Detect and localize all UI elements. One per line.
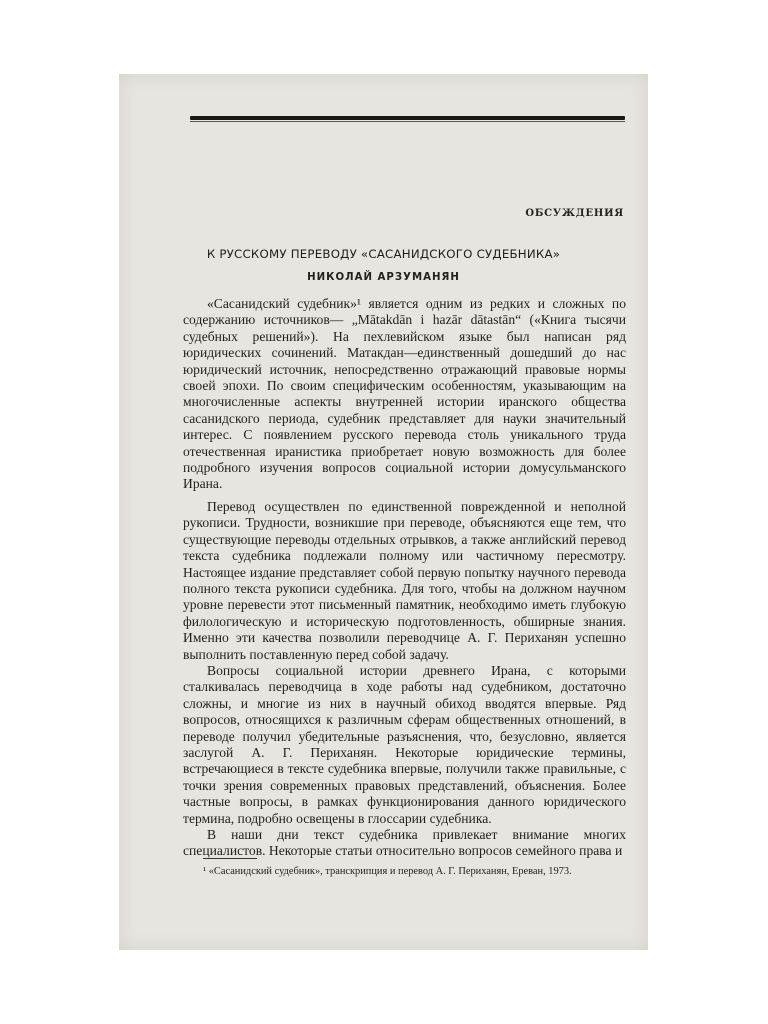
paragraph-1: «Сасанидский судебник»¹ является одним из редких и сложных по содержанию источников— „Mātakdān i hazār dātastān“ («Книга тысячи судебных решений»). На пехлевийском языке был написан ряд юридических сочинений. Матакдан—единственный дошедший до нас юридический источник, непосредственно отражающий правовые нормы своей эпохи. По своим специфическим особенностям, указывающим на многочисленные аспекты внутренней истории иранского общества сасанидского периода, судебник представляет для науки значительный интерес. С появлением русского перевода столь уникального труда отечественная иранистика приобретает новую возможность для более подробного изучения вопросов социальной истории домусульманского Ирана. (183, 296, 626, 492)
footnote: ¹ «Сасанидский судебник», транскрипция и перевод А. Г. Периханян, Ереван, 1973. (203, 866, 572, 877)
section-label: ОБСУЖДЕНИЯ (525, 208, 624, 219)
paragraph-4: В наши дни текст судебника привлекает внимание многих специалистов. Некоторые статьи относительно вопросов семейного права и (183, 827, 626, 859)
paragraph-3: Вопросы социальной истории древнего Ирана, с которыми сталкивалась переводчица в ходе работы над судебником, достаточно сложны, и многие из них в научный обиход вводятся впервые. Ряд вопросов, относящихся к различным сферам общественных отношений, в переводе получил убедительные разъяснения, что, безусловно, является заслугой А. Г. Периханян. Некоторые юридические термины, встречающиеся в тексте судебника впервые, получили также правильные, с точки зрения современных правовых представлений, объяснения. Более частные вопросы, в рамках функционирования данного юридического термина, подробно освещены в глоссарии судебника. (183, 662, 626, 826)
article-body (183, 296, 626, 860)
article-author: НИКОЛАЙ АРЗУМАНЯН (307, 272, 460, 283)
header-rule-thin (190, 121, 625, 122)
scanned-page (119, 74, 648, 950)
article-title: К РУССКОМУ ПЕРЕВОДУ «САСАНИДСКОГО СУДЕБНИКА» (206, 247, 561, 261)
paragraph-2: Перевод осуществлен по единственной поврежденной и неполной рукописи. Трудности, возникшие при переводе, объясняются еще тем, что существующие переводы отдельных отрывков, а также английский перевод текста судебника подлежали полному или частичному пересмотру. Настоящее издание представляет собой первую попытку научного перевода полного текста рукописи судебника. Для того, чтобы на должном научном уровне перевести этот письменный памятник, необходимо иметь глубокую филологическую и историческую подготовленность, обширные знания. Именно эти качества позволили переводчице А. Г. Периханян успешно выполнить поставленную перед собой задачу. (183, 498, 626, 662)
header-rule (190, 116, 625, 120)
footnote-rule (203, 858, 257, 859)
